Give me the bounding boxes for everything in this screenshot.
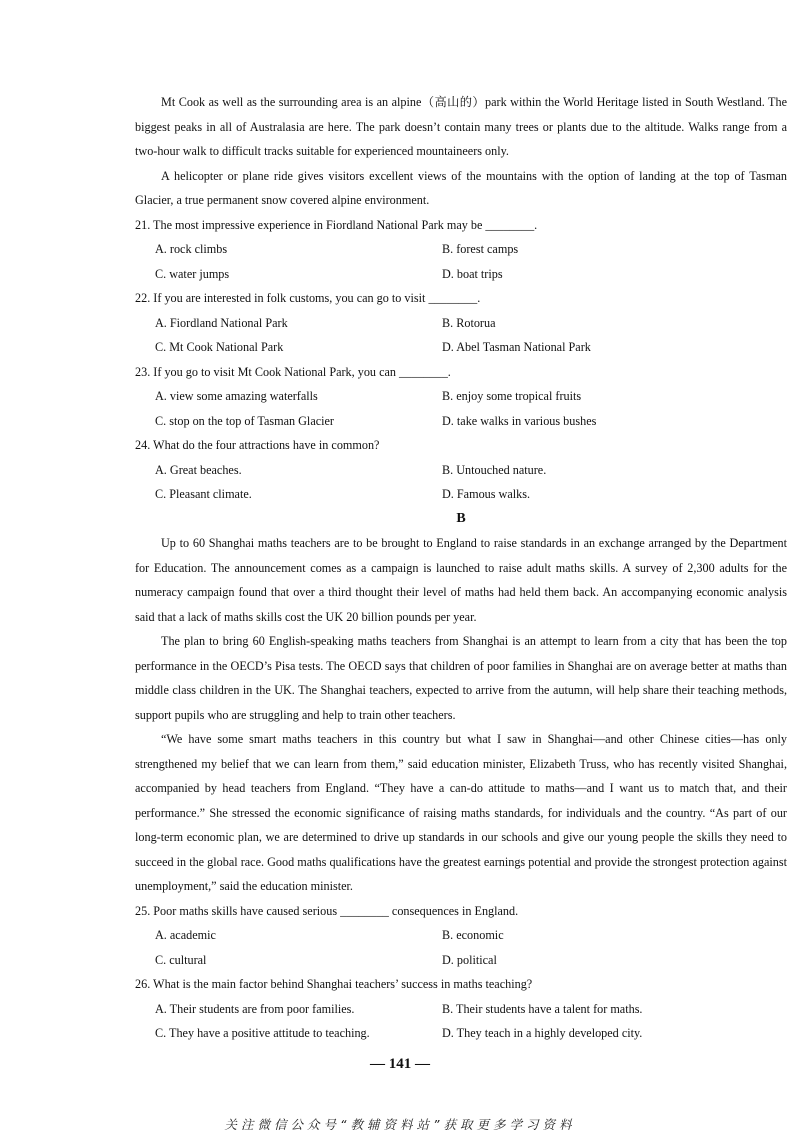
option-a: A. view some amazing waterfalls <box>155 389 318 403</box>
option-d: D. Abel Tasman National Park <box>442 340 591 354</box>
option-row <box>135 262 787 287</box>
option-row <box>135 948 787 973</box>
option-c: C. Pleasant climate. <box>155 487 252 501</box>
option-a: A. rock climbs <box>155 242 228 256</box>
option-d: D. Famous walks. <box>442 487 531 501</box>
page-content <box>135 90 787 1046</box>
question-26 <box>135 972 787 1046</box>
option-b: B. economic <box>442 928 504 942</box>
option-row <box>135 311 787 336</box>
option-row <box>135 923 787 948</box>
option-c: C. They have a positive attitude to teaching. <box>155 1026 370 1040</box>
option-row <box>135 384 787 409</box>
question-23 <box>135 360 787 434</box>
footer-note: 关注微信公众号“教辅资料站”获取更多学习资料 <box>224 1117 576 1132</box>
option-row <box>135 482 787 507</box>
option-b: B. Their students have a talent for maths. <box>442 1001 643 1016</box>
option-row <box>135 1021 787 1046</box>
option-a: A. Great beaches. <box>155 462 242 477</box>
option-d: D. boat trips <box>442 266 503 281</box>
question-stem: 22. If you are interested in folk customs, you can go to visit ________. <box>135 291 481 305</box>
passage-a-paragraph: A helicopter or plane ride gives visitors excellent views of the mountains with the option of landing at the top of Tasman Glacier, a true permanent snow covered alpine environment. <box>135 168 787 207</box>
option-a: A. Fiordland National Park <box>155 315 288 330</box>
option-d: D. take walks in various bushes <box>442 413 597 428</box>
passage-b-paragraph: The plan to bring 60 English-speaking maths teachers from Shanghai is an attempt to learn from a city that has been the top performance in the OECD’s Pisa tests. The OECD says that children of poor families in Shanghai are on average better at maths than middle class children in the UK. The Shanghai teachers, expected to arrive from the autumn, will help share their teaching methods, support pupils who are struggling and help to train other teachers. <box>135 634 787 722</box>
option-row <box>135 458 787 483</box>
option-row <box>135 237 787 262</box>
option-b: B. Untouched nature. <box>442 462 547 477</box>
question-stem: 21. The most impressive experience in Fiordland National Park may be ________. <box>135 217 538 232</box>
option-c: C. cultural <box>155 952 207 967</box>
question-25 <box>135 899 787 973</box>
question-stem: 25. Poor maths skills have caused serious ________ consequences in England. <box>135 903 519 918</box>
option-d: D. They teach in a highly developed city. <box>442 1026 643 1040</box>
passage-b-paragraph: “We have some smart maths teachers in this country but what I saw in Shanghai—and other Chinese cities—has only strengthened my belief that we can learn from them,” said education minister, Elizabeth Truss, who has recently visited Shanghai, accompanied by head teachers from England. “They have a can-do attitude to maths—and I want us to match that, and their performance.” She stressed the economic significance of raising maths standards, for individuals and the country. “As part of our long-term economic plan, we are determined to drive up standards in our schools and give our young people the skills they need to succeed in the global race. Good maths qualifications have the greatest earnings potential and provide the strongest protection against unemployment,” said the education minister. <box>135 732 787 893</box>
question-21 <box>135 213 787 287</box>
option-c: C. water jumps <box>155 266 230 281</box>
option-row <box>135 409 787 434</box>
option-b: B. Rotorua <box>442 315 496 330</box>
question-24 <box>135 433 787 507</box>
option-a: A. academic <box>155 928 216 942</box>
page-number: — 141 — <box>370 1056 430 1072</box>
option-a: A. Their students are from poor families. <box>155 1001 355 1016</box>
passage-a-paragraph: Mt Cook as well as the surrounding area is an alpine（高山的）park within the World Heritage listed in South Westland. The biggest peaks in all of Australasia are here. The park doesn’t contain many trees or plants due to the altitude. Walks range from a two-hour walk to difficult tracks suitable for experienced mountaineers only. <box>135 95 787 158</box>
option-c: C. stop on the top of Tasman Glacier <box>155 413 334 428</box>
option-row <box>135 997 787 1022</box>
option-row <box>135 335 787 360</box>
question-22 <box>135 286 787 360</box>
section-b-heading: B <box>456 510 466 526</box>
passage-b-paragraph: Up to 60 Shanghai maths teachers are to be brought to England to raise standards in an exchange arranged by the Department for Education. The announcement comes as a campaign is launched to raise adult maths skills. A survey of 2,300 adults for the numeracy campaign found that over a third thought their level of maths had held them back. An accompanying economic analysis said that a lack of maths skills cost the UK 20 billion pounds per year. <box>135 536 787 624</box>
question-stem: 26. What is the main factor behind Shanghai teachers’ success in maths teaching? <box>135 977 533 991</box>
option-b: B. enjoy some tropical fruits <box>442 389 582 403</box>
option-b: B. forest camps <box>442 242 519 256</box>
question-stem: 23. If you go to visit Mt Cook National Park, you can ________. <box>135 364 451 379</box>
option-c: C. Mt Cook National Park <box>155 340 284 354</box>
option-d: D. political <box>442 952 497 967</box>
question-stem: 24. What do the four attractions have in common? <box>135 438 380 452</box>
